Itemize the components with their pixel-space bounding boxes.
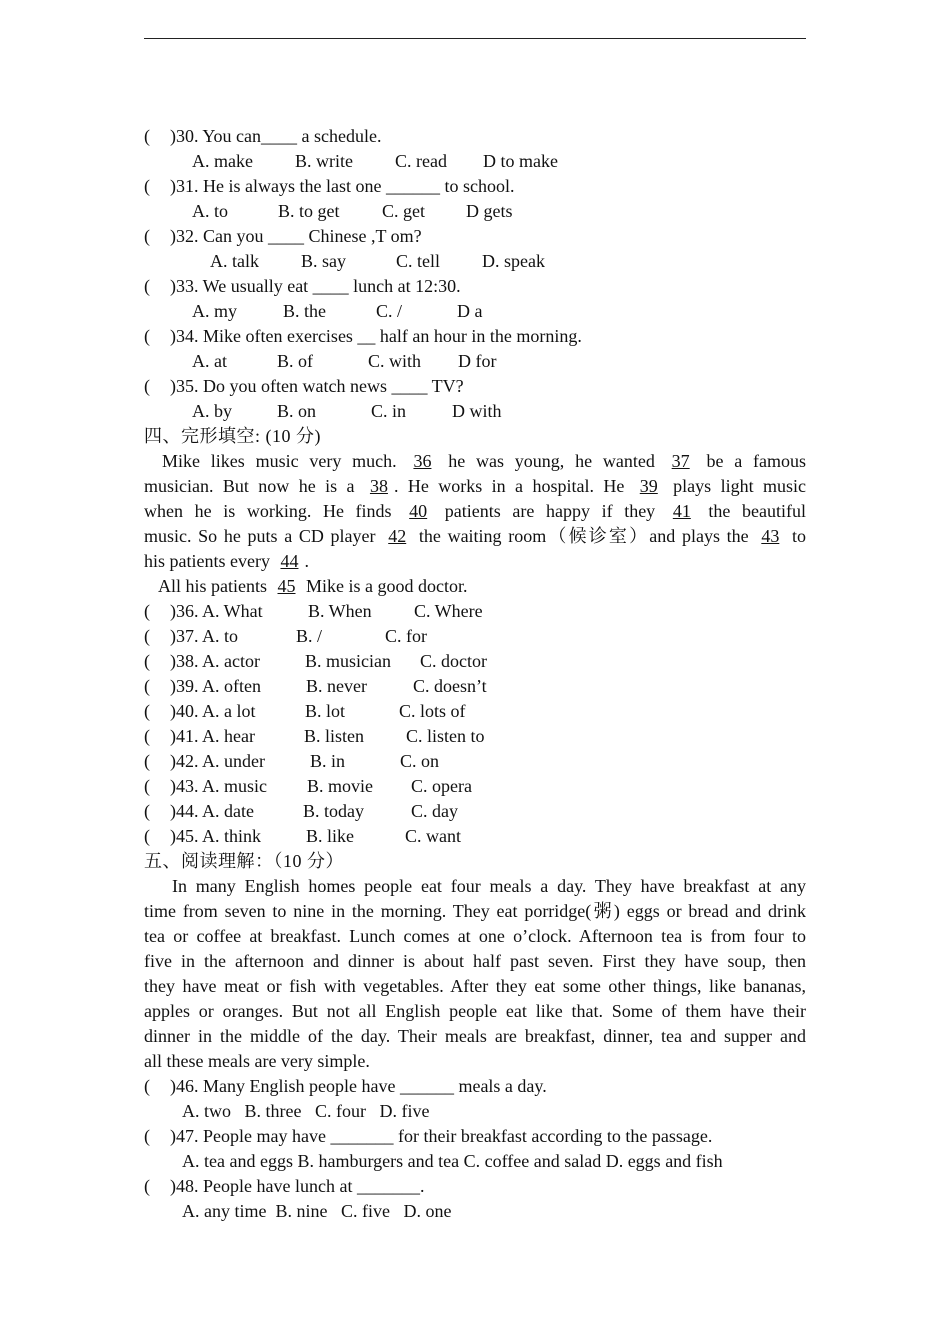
cloze-passage: [144, 449, 806, 599]
option-c: C. doesn’t: [413, 676, 487, 696]
option-b: B. movie: [307, 776, 373, 796]
answer-paren[interactable]: (: [144, 776, 150, 796]
option-b: B. never: [306, 676, 367, 696]
blank-38[interactable]: 38: [369, 476, 388, 496]
option-d: D to make: [483, 151, 558, 171]
blank-37[interactable]: 37: [671, 451, 690, 471]
option-b: B. the: [283, 301, 326, 321]
question-43: [144, 774, 806, 799]
reading-passage: [144, 874, 806, 1074]
option-c: C. get: [382, 201, 425, 221]
question-39: [144, 674, 806, 699]
option-c: C. day: [411, 801, 458, 821]
section-5-heading: 五、阅读理解：（10 分）: [144, 851, 344, 871]
question-37: [144, 624, 806, 649]
options-48: A. any time B. nine C. five D. one: [182, 1201, 452, 1221]
question-text: )43. A. music: [170, 776, 267, 796]
options-30: [144, 149, 806, 174]
blank-39[interactable]: 39: [639, 476, 658, 496]
cloze-line-4: music. So he puts a CD player 42 the waiting room（候诊室）and plays the 43 to: [144, 526, 806, 546]
cloze-line-5: his patients every 44 .: [144, 551, 309, 571]
blank-41[interactable]: 41: [672, 501, 691, 521]
option-c: C. /: [376, 301, 403, 321]
question-31: [144, 174, 806, 199]
question-text: )35. Do you often watch news ____ TV?: [170, 376, 464, 396]
reading-line-6: apples or oranges. But not all English people eat like that. Some of them have their: [144, 1001, 806, 1021]
question-text: )48. People have lunch at _______.: [170, 1176, 425, 1196]
blank-42[interactable]: 42: [388, 526, 407, 546]
option-a: A. to: [192, 201, 228, 221]
reading-line-3: tea or coffee at breakfast. Lunch comes at one o’clock. Afternoon tea is from four to: [144, 926, 806, 946]
question-text: )41. A. hear: [170, 726, 255, 746]
options-32: [144, 249, 806, 274]
option-b: B. musician: [305, 651, 391, 671]
option-b: B. lot: [305, 701, 346, 721]
option-c: C. read: [395, 151, 447, 171]
question-text: )38. A. actor: [170, 651, 260, 671]
answer-paren[interactable]: (: [144, 826, 150, 846]
blank-44[interactable]: 44: [280, 551, 299, 571]
answer-paren[interactable]: (: [144, 701, 150, 721]
answer-paren[interactable]: (: [144, 226, 150, 246]
question-32: [144, 224, 806, 249]
answer-paren[interactable]: (: [144, 126, 150, 146]
question-text: )42. A. under: [170, 751, 265, 771]
options-34: [144, 349, 806, 374]
blank-40[interactable]: 40: [409, 501, 428, 521]
options-47: A. tea and eggs B. hamburgers and tea C. coffee and salad D. eggs and fish: [182, 1151, 723, 1171]
question-text: )39. A. often: [170, 676, 261, 696]
question-41: [144, 724, 806, 749]
option-a: A. talk: [210, 251, 259, 271]
option-c: C. Where: [414, 601, 483, 621]
cloze-line-3: when he is working. He finds 40 patients are happy if they 41 the beautiful: [144, 501, 806, 521]
option-a: A. at: [192, 351, 227, 371]
cloze-line-2: musician. But now he is a 38 . He works in a hospital. He 39 plays light music: [144, 476, 806, 496]
option-c: C. listen to: [406, 726, 485, 746]
option-b: B. today: [303, 801, 364, 821]
reading-line-2: time from seven to nine in the morning. They eat porridge(粥) eggs or bread and drink: [144, 901, 806, 921]
option-b: B. listen: [304, 726, 365, 746]
options-33: [144, 299, 806, 324]
cloze-line-1: Mike likes music very much. 36 he was young, he wanted 37 be a famous: [162, 451, 806, 471]
option-b: B. say: [301, 251, 346, 271]
question-48: [144, 1174, 806, 1199]
option-b: B. like: [306, 826, 354, 846]
question-text: )33. We usually eat ____ lunch at 12:30.: [170, 276, 461, 296]
question-30: [144, 124, 806, 149]
question-36: [144, 599, 806, 624]
question-38: [144, 649, 806, 674]
option-b: B. write: [295, 151, 353, 171]
answer-paren[interactable]: (: [144, 651, 150, 671]
blank-43[interactable]: 43: [761, 526, 780, 546]
option-b: B. on: [277, 401, 317, 421]
question-33: [144, 274, 806, 299]
section-4-questions: [144, 599, 806, 849]
exam-page: [144, 124, 806, 1224]
option-a: A. by: [192, 401, 232, 421]
options-35: [144, 399, 806, 424]
reading-line-5: they have meat or fish with vegetables. After they eat some other things, like bananas,: [144, 976, 806, 996]
question-47: [144, 1124, 806, 1149]
answer-paren[interactable]: (: [144, 626, 150, 646]
blank-45[interactable]: 45: [277, 576, 296, 596]
option-c: C. in: [371, 401, 407, 421]
answer-paren[interactable]: (: [144, 1126, 150, 1146]
section-5-questions: [144, 1074, 806, 1224]
answer-paren[interactable]: (: [144, 751, 150, 771]
question-text: )37. A. to: [170, 626, 239, 646]
option-a: A. my: [192, 301, 237, 321]
option-c: C. want: [405, 826, 461, 846]
question-text: )46. Many English people have ______ meals a day.: [170, 1076, 547, 1096]
option-c: C. on: [400, 751, 440, 771]
options-31: [144, 199, 806, 224]
answer-paren[interactable]: (: [144, 276, 150, 296]
option-a: A. make: [192, 151, 253, 171]
question-40: [144, 699, 806, 724]
reading-line-1: In many English homes people eat four meals a day. They have breakfast at any: [172, 876, 806, 896]
question-text: )32. Can you ____ Chinese ,T om?: [170, 226, 422, 246]
option-b: B. When: [308, 601, 372, 621]
reading-line-4: five in the afternoon and dinner is about half past seven. First they have soup, then: [144, 951, 806, 971]
answer-paren[interactable]: (: [144, 601, 150, 621]
option-d: D with: [452, 401, 502, 421]
question-text: )30. You can____ a schedule.: [170, 126, 382, 146]
question-text: )31. He is always the last one ______ to school.: [170, 176, 515, 196]
option-c: C. lots of: [399, 701, 466, 721]
question-text: )34. Mike often exercises __ half an hour in the morning.: [170, 326, 582, 346]
question-text: )36. A. What: [170, 601, 263, 621]
answer-paren[interactable]: (: [144, 1176, 150, 1196]
option-b: B. to get: [278, 201, 340, 221]
option-d: D a: [457, 301, 483, 321]
question-46: [144, 1074, 806, 1099]
cloze-line-6: All his patients 45 Mike is a good doctor.: [158, 576, 468, 596]
section-4-heading: 四、完形填空: (10 分): [144, 426, 321, 446]
option-d: D. speak: [482, 251, 545, 271]
reading-line-8: all these meals are very simple.: [144, 1051, 370, 1071]
option-c: C. opera: [411, 776, 472, 796]
answer-paren[interactable]: (: [144, 676, 150, 696]
question-42: [144, 749, 806, 774]
option-b: B. /: [296, 626, 323, 646]
question-34: [144, 324, 806, 349]
answer-paren[interactable]: (: [144, 801, 150, 821]
option-c: C. with: [368, 351, 422, 371]
question-text: )44. A. date: [170, 801, 254, 821]
answer-paren[interactable]: (: [144, 726, 150, 746]
header-rule: [144, 38, 806, 39]
options-46: A. two B. three C. four D. five: [182, 1101, 430, 1121]
question-35: [144, 374, 806, 399]
answer-paren[interactable]: (: [144, 326, 150, 346]
question-44: [144, 799, 806, 824]
option-c: C. doctor: [420, 651, 487, 671]
question-45: [144, 824, 806, 849]
blank-36[interactable]: 36: [413, 451, 432, 471]
option-b: B. of: [277, 351, 313, 371]
option-c: C. for: [385, 626, 427, 646]
option-d: D gets: [466, 201, 513, 221]
option-d: D for: [458, 351, 497, 371]
question-text: )45. A. think: [170, 826, 262, 846]
question-text: )47. People may have _______ for their breakfast according to the passage.: [170, 1126, 713, 1146]
section-3-questions: [144, 124, 806, 424]
answer-paren[interactable]: (: [144, 376, 150, 396]
answer-paren[interactable]: (: [144, 176, 150, 196]
option-c: C. tell: [396, 251, 440, 271]
answer-paren[interactable]: (: [144, 1076, 150, 1096]
option-b: B. in: [310, 751, 346, 771]
reading-line-7: dinner in the middle of the day. Their meals are breakfast, dinner, tea and supper and: [144, 1026, 806, 1046]
question-text: )40. A. a lot: [170, 701, 256, 721]
